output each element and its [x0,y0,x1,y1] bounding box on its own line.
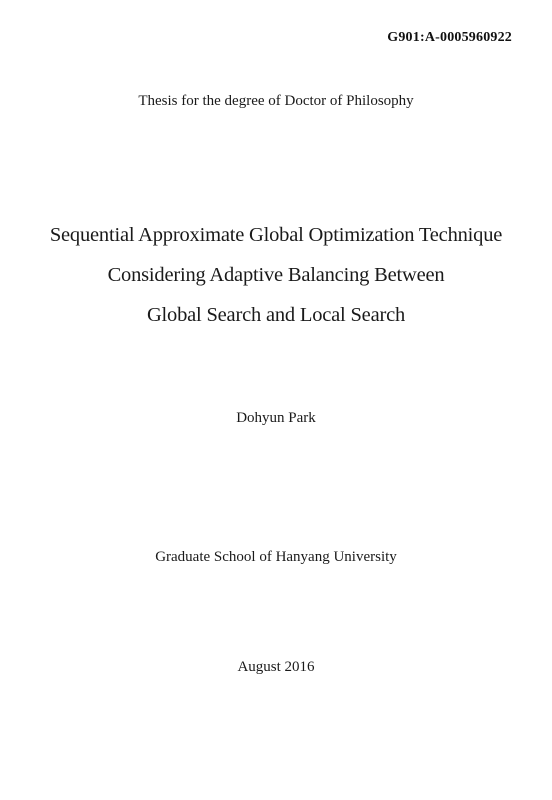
document-id: G901:A-0005960922 [387,30,512,45]
school-name: Graduate School of Hanyang University [155,549,397,565]
title-line-3: Global Search and Local Search [146,304,406,326]
submission-date: August 2016 [237,659,315,675]
title-line-2: Considering Adaptive Balancing Between [107,264,445,286]
author-name: Dohyun Park [236,410,316,426]
degree-statement: Thesis for the degree of Doctor of Philosophy [138,93,414,109]
title-line-1: Sequential Approximate Global Optimization Technique [49,224,503,246]
thesis-title [0,215,552,335]
